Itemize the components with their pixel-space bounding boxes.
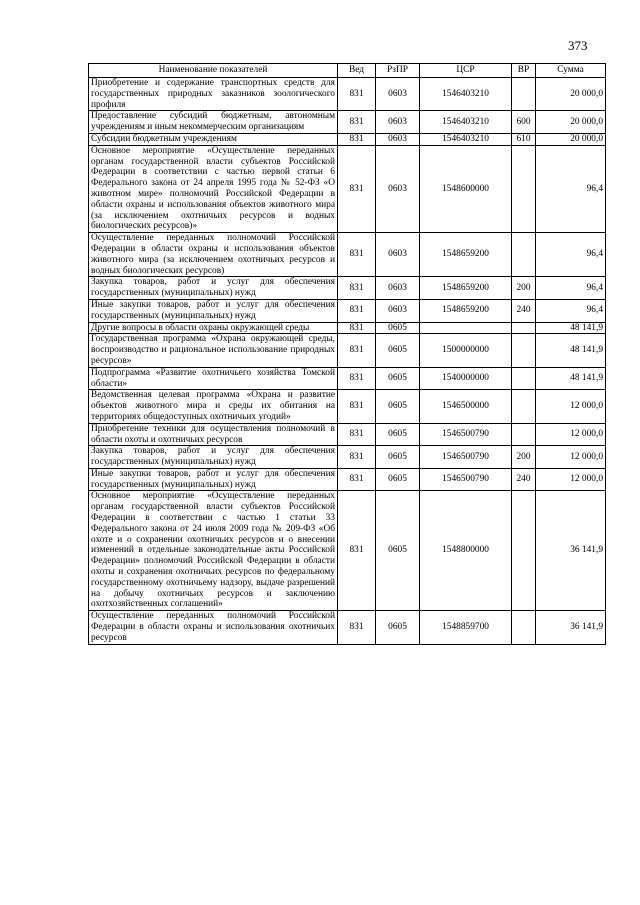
cell-name: Иные закупки товаров, работ и услуг для обеспечения государственных (муниципальных) нужд (89, 468, 338, 491)
cell-vr (512, 367, 536, 390)
table-row (89, 367, 606, 390)
cell-ved: 831 (338, 322, 376, 334)
cell-name: Закупка товаров, работ и услуг для обеспечения государственных (муниципальных) нужд (89, 446, 338, 469)
cell-csr: 1540000000 (420, 367, 512, 390)
cell-ved: 831 (338, 277, 376, 300)
cell-vr (512, 78, 536, 111)
cell-vr (512, 145, 536, 232)
cell-csr: 1546500790 (420, 446, 512, 469)
cell-sum: 12 000,0 (536, 423, 606, 446)
cell-vr: 610 (512, 133, 536, 145)
header-vr: ВР (512, 64, 536, 78)
cell-csr: 1546403210 (420, 111, 512, 134)
cell-rzpr: 0605 (376, 334, 420, 367)
table-row (89, 277, 606, 300)
cell-sum: 36 141,9 (536, 491, 606, 611)
cell-name: Ведомственная целевая программа «Охрана и развитие объектов животного мира и среды их обитания на территориях общедоступных охотничьих угодий» (89, 390, 338, 423)
cell-sum: 36 141,9 (536, 611, 606, 644)
cell-rzpr: 0605 (376, 491, 420, 611)
cell-ved: 831 (338, 233, 376, 277)
table-header-row (89, 64, 606, 78)
header-rzpr: РзПР (376, 64, 420, 78)
table-row (89, 78, 606, 111)
cell-name: Иные закупки товаров, работ и услуг для обеспечения государственных (муниципальных) нужд (89, 299, 338, 322)
table-row (89, 111, 606, 134)
cell-csr: 1548600000 (420, 145, 512, 232)
cell-csr: 1546500790 (420, 423, 512, 446)
page-number: 373 (568, 38, 588, 53)
cell-sum: 96,4 (536, 233, 606, 277)
cell-rzpr: 0605 (376, 390, 420, 423)
table-row (89, 145, 606, 232)
cell-name: Основное мероприятие «Осуществление переданных органам государственной власти субъектов Российской Федерации в соответствии с частью первой статьи 6 Федерального закона от 24 апреля 1995 года № 52-ФЗ «О животном мире» полномочий Российской Федерации в области охраны и использования объектов животного мира (за исключением охотничьих ресурсов и водных биологических ресурсов)» (89, 145, 338, 232)
cell-ved: 831 (338, 111, 376, 134)
cell-ved: 831 (338, 367, 376, 390)
header-csr: ЦСР (420, 64, 512, 78)
cell-ved: 831 (338, 446, 376, 469)
cell-ved: 831 (338, 334, 376, 367)
table-row (89, 491, 606, 611)
cell-name: Предоставление субсидий бюджетным, автономным учреждениям и иным некоммерческим организациям (89, 111, 338, 134)
cell-rzpr: 0605 (376, 423, 420, 446)
cell-ved: 831 (338, 78, 376, 111)
cell-name: Закупка товаров, работ и услуг для обеспечения государственных (муниципальных) нужд (89, 277, 338, 300)
cell-vr: 200 (512, 446, 536, 469)
table-row (89, 390, 606, 423)
cell-csr (420, 322, 512, 334)
cell-csr: 1548659200 (420, 299, 512, 322)
cell-vr: 200 (512, 277, 536, 300)
cell-csr: 1546403210 (420, 78, 512, 111)
cell-ved: 831 (338, 611, 376, 644)
cell-vr (512, 334, 536, 367)
cell-csr: 1546403210 (420, 133, 512, 145)
cell-name: Осуществление переданных полномочий Российской Федерации в области охраны и использования объектов животного мира (за исключением охотничьих ресурсов и водных биологических ресурсов) (89, 233, 338, 277)
cell-name: Осуществление переданных полномочий Российской Федерации в области охраны и использования охотничьих ресурсов (89, 611, 338, 644)
cell-csr: 1548659200 (420, 277, 512, 300)
cell-sum: 12 000,0 (536, 468, 606, 491)
cell-csr: 1546500000 (420, 390, 512, 423)
cell-rzpr: 0603 (376, 78, 420, 111)
cell-sum: 48 141,9 (536, 322, 606, 334)
cell-sum: 20 000,0 (536, 133, 606, 145)
table-row (89, 468, 606, 491)
table-row (89, 423, 606, 446)
cell-rzpr: 0603 (376, 233, 420, 277)
cell-sum: 96,4 (536, 145, 606, 232)
cell-name: Субсидии бюджетным учреждениям (89, 133, 338, 145)
cell-vr (512, 423, 536, 446)
header-name: Наименование показателей (89, 64, 338, 78)
budget-table (88, 63, 606, 645)
header-sum: Сумма (536, 64, 606, 78)
cell-vr (512, 611, 536, 644)
cell-vr: 600 (512, 111, 536, 134)
cell-rzpr: 0603 (376, 299, 420, 322)
cell-ved: 831 (338, 299, 376, 322)
cell-rzpr: 0605 (376, 322, 420, 334)
cell-vr: 240 (512, 468, 536, 491)
cell-vr (512, 322, 536, 334)
table-row (89, 446, 606, 469)
cell-vr (512, 233, 536, 277)
cell-vr (512, 390, 536, 423)
cell-ved: 831 (338, 133, 376, 145)
cell-rzpr: 0603 (376, 145, 420, 232)
cell-sum: 12 000,0 (536, 390, 606, 423)
cell-name: Другие вопросы в области охраны окружающей среды (89, 322, 338, 334)
cell-rzpr: 0605 (376, 611, 420, 644)
cell-ved: 831 (338, 390, 376, 423)
cell-rzpr: 0603 (376, 111, 420, 134)
cell-sum: 48 141,9 (536, 334, 606, 367)
cell-csr: 1500000000 (420, 334, 512, 367)
table-row (89, 611, 606, 644)
cell-name: Приобретение техники для осуществления полномочий в области охоты и охотничьих ресурсов (89, 423, 338, 446)
table-row (89, 322, 606, 334)
cell-rzpr: 0605 (376, 468, 420, 491)
cell-name: Приобретение и содержание транспортных средств для государственных природных заказников зоологического профиля (89, 78, 338, 111)
table-row (89, 233, 606, 277)
cell-sum: 48 141,9 (536, 367, 606, 390)
cell-ved: 831 (338, 145, 376, 232)
cell-rzpr: 0603 (376, 277, 420, 300)
cell-sum: 20 000,0 (536, 78, 606, 111)
cell-sum: 96,4 (536, 277, 606, 300)
cell-vr (512, 491, 536, 611)
cell-sum: 20 000,0 (536, 111, 606, 134)
cell-ved: 831 (338, 423, 376, 446)
cell-rzpr: 0605 (376, 446, 420, 469)
cell-sum: 12 000,0 (536, 446, 606, 469)
cell-csr: 1548800000 (420, 491, 512, 611)
cell-name: Подпрограмма «Развитие охотничьего хозяйства Томской области» (89, 367, 338, 390)
cell-ved: 831 (338, 468, 376, 491)
cell-name: Основное мероприятие «Осуществление переданных органам государственной власти субъектов Российской Федерации в соответствии с частью 1 статьи 33 Федерального закона от 24 июля 2009 года № 209-ФЗ «Об охоте и о сохранении охотничьих ресурсов и о внесении изменений в отдельные законодательные акты Российской Федерации» полномочий Российской Федерации в области охоты и сохранения охотничьих ресурсов по федеральному государственному охотничьему надзору, выдаче разрешений на добычу охотничьих ресурсов и заключению охотхозяйственных соглашений» (89, 491, 338, 611)
cell-name: Государственная программа «Охрана окружающей среды, воспроизводство и рациональное использование природных ресурсов» (89, 334, 338, 367)
table-row (89, 299, 606, 322)
cell-rzpr: 0603 (376, 133, 420, 145)
cell-csr: 1548859700 (420, 611, 512, 644)
cell-vr: 240 (512, 299, 536, 322)
table-row (89, 334, 606, 367)
cell-rzpr: 0605 (376, 367, 420, 390)
header-ved: Вед (338, 64, 376, 78)
cell-csr: 1548659200 (420, 233, 512, 277)
cell-csr: 1546500790 (420, 468, 512, 491)
cell-sum: 96,4 (536, 299, 606, 322)
cell-ved: 831 (338, 491, 376, 611)
table-row (89, 133, 606, 145)
